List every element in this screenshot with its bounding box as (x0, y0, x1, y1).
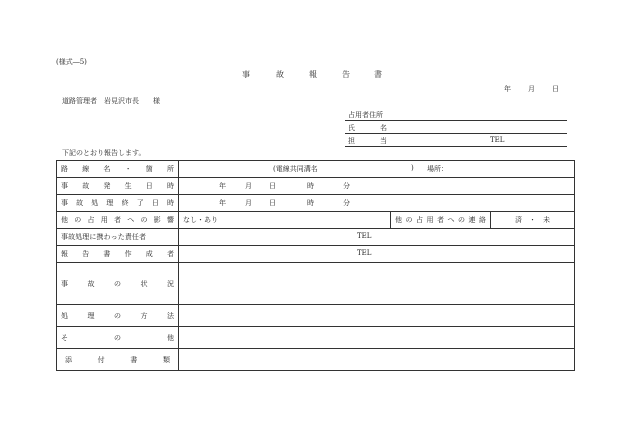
applicant-person-label-1: 担 (348, 137, 355, 145)
row-attachments (57, 349, 575, 371)
reporter-value[interactable]: TEL (179, 246, 575, 263)
title-char: 故 (276, 70, 284, 79)
route-label: 路 線 名 ・ 箇 所 (57, 161, 179, 178)
responsible-label: 事故処理に携わった責任者 (57, 229, 179, 246)
attachments-value[interactable] (179, 349, 575, 371)
date-month: 月 (528, 85, 535, 93)
applicant-person-label-2: 当 (380, 137, 387, 145)
title-char: 事 (242, 70, 250, 79)
applicant-name-label-1: 氏 (348, 124, 355, 132)
row-method (57, 305, 575, 327)
contact-value[interactable]: 済 ・ 未 (491, 212, 575, 229)
situation-value[interactable] (179, 263, 575, 305)
reporter-label: 報 告 書 作 成 者 (57, 246, 179, 263)
situation-label: 事 故 の 状 況 (57, 263, 179, 305)
route-value[interactable]: (電線共同溝名 ) 場所： (179, 161, 575, 178)
form-code: (様式―5) (56, 58, 87, 66)
person-underline (345, 146, 567, 147)
resolved-value[interactable]: 年 月 日 時 分 (179, 195, 575, 212)
other-value[interactable] (179, 327, 575, 349)
impact-value[interactable]: なし・あり (179, 212, 391, 229)
row-responsible (57, 229, 575, 246)
other-label: そ の 他 (57, 327, 179, 349)
row-route (57, 161, 575, 178)
occurred-label: 事 故 発 生 日 時 (57, 178, 179, 195)
impact-label: 他 の 占 用 者 へ の 影 響 (57, 212, 179, 229)
intro-text: 下記のとおり報告します。 (62, 149, 146, 157)
applicant-address-label: 占用者住所 (348, 111, 383, 119)
contact-label: 他 の 占 用 者 へ の 連 絡 (391, 212, 491, 229)
row-occurred (57, 178, 575, 195)
title-char: 報 (309, 70, 317, 79)
row-reporter (57, 246, 575, 263)
occurred-value[interactable]: 年 月 日 時 分 (179, 178, 575, 195)
report-table (56, 160, 575, 371)
row-situation (57, 263, 575, 305)
date-day: 日 (552, 85, 559, 93)
resolved-label: 事 故 処 理 終 了 日 時 (57, 195, 179, 212)
date-year: 年 (504, 85, 511, 93)
attachments-label: 添 付 書 類 (57, 349, 179, 371)
addressee: 道路管理者 岩見沢市長 様 (62, 97, 160, 105)
applicant-tel-label: TEL (490, 136, 505, 144)
row-impact (57, 212, 575, 229)
title-char: 告 (342, 70, 350, 79)
name-underline (345, 133, 567, 134)
row-resolved (57, 195, 575, 212)
method-value[interactable] (179, 305, 575, 327)
title-char: 書 (374, 70, 382, 79)
applicant-name-label-2: 名 (380, 124, 387, 132)
responsible-value[interactable]: TEL (179, 229, 575, 246)
method-label: 処 理 の 方 法 (57, 305, 179, 327)
address-underline (345, 120, 567, 121)
row-other (57, 327, 575, 349)
